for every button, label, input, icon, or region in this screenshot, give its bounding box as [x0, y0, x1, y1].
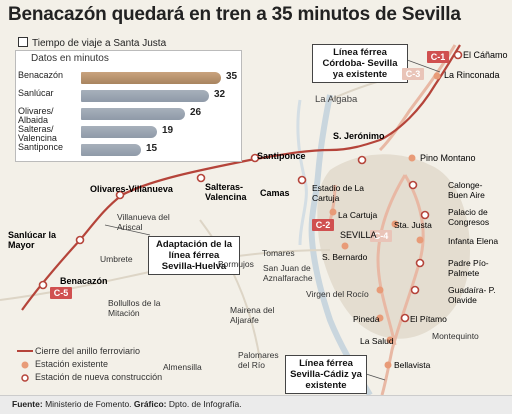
line-badge-c2: C-2: [312, 219, 334, 231]
place-estadio: Estadio de La Cartuja: [312, 183, 364, 203]
place-sta-justa: Sta. Justa: [394, 220, 432, 230]
place-almensilla: Almensilla: [163, 362, 202, 372]
place-padre-pio: Padre Pío- Palmete: [448, 258, 489, 278]
place-pino-montano: Pino Montano: [420, 153, 476, 163]
page-title: Benacazón quedará en tren a 35 minutos de Sevilla: [8, 4, 461, 25]
travel-time-label: Tiempo de viaje a Santa Justa: [32, 38, 167, 49]
place-umbrete: Umbrete: [100, 254, 133, 264]
station-virgen: [377, 287, 384, 294]
travel-time-row-label: Sanlúcar: [18, 88, 54, 98]
graphic-text: Dpto. de Infografía.: [168, 399, 242, 409]
place-olivares: Olivares-Villanueva: [90, 184, 173, 194]
place-la-algaba: La Algaba: [315, 94, 358, 105]
travel-time-minutes: 26: [190, 107, 202, 118]
existing-station-icon: [17, 361, 33, 369]
travel-time-row: [16, 87, 241, 105]
travel-time-panel: [15, 50, 242, 162]
legend-existing-label: Estación existente: [35, 359, 109, 369]
travel-time-heading: [18, 37, 166, 49]
travel-time-row-label: Salteras/ Valencina: [18, 124, 57, 143]
legend-new: [15, 371, 162, 384]
train-bar: [81, 90, 209, 102]
line-badge-c3: C-3: [402, 68, 424, 80]
station-el-canamo: [455, 52, 462, 59]
station-la-rinconada: [434, 73, 441, 80]
credits-footer: [0, 395, 512, 414]
travel-time-minutes: 19: [162, 125, 174, 136]
travel-time-row: [16, 105, 241, 123]
place-tomares: Tomares: [262, 248, 295, 258]
train-bar: [81, 72, 221, 84]
travel-time-minutes: 32: [214, 89, 226, 100]
train-bar: [81, 126, 157, 138]
place-virgen: Virgen del Rocío: [306, 289, 369, 299]
station-la-cartuja: [330, 209, 337, 216]
line-badge-c4: C-4: [370, 230, 392, 242]
station-estadio: [299, 177, 306, 184]
station-el-pitamo: [402, 315, 409, 322]
station-infanta: [417, 237, 424, 244]
place-sevilla: SEVILLA: [340, 230, 377, 240]
station-calonge: [410, 182, 417, 189]
legend-new-label: Estación de nueva construcción: [35, 372, 163, 382]
ring-line-icon: [17, 348, 33, 354]
station-s-jeronimo: [359, 157, 366, 164]
station-s-bernardo: [342, 243, 349, 250]
place-montequinto: Montequinto: [432, 331, 479, 341]
place-la-salud: La Salud: [360, 336, 394, 346]
travel-time-minutes: 35: [226, 71, 238, 82]
place-bormujos: Bormujos: [218, 259, 254, 269]
callout-huelva-line: Adaptación de la línea férrea Sevilla-Huelva: [148, 236, 240, 275]
map-legend: [15, 345, 162, 384]
units-label: Datos en minutos: [31, 53, 109, 64]
train-bar: [81, 144, 141, 156]
callout-cadiz-line: Línea férrea Sevilla-Cádiz ya existente: [285, 355, 367, 394]
place-palacio: Palacio de Congresos: [448, 207, 490, 227]
place-salteras: Salteras- Valencina: [205, 182, 247, 202]
place-el-canamo: El Cáñamo: [463, 50, 508, 60]
travel-time-row: [16, 123, 241, 141]
place-la-cartuja: La Cartuja: [338, 210, 378, 220]
place-la-rinconada: La Rinconada: [444, 70, 500, 80]
place-infanta: Infanta Elena: [448, 236, 499, 246]
station-benacazon: [40, 282, 47, 289]
source-label: Fuente:: [12, 399, 43, 409]
station-sanlucar: [77, 237, 84, 244]
travel-time-row-label: Olivares/ Albaida: [18, 106, 54, 125]
place-s-jeronimo: S. Jerónimo: [333, 131, 385, 141]
train-bar: [81, 108, 185, 120]
station-pino-montano: [409, 155, 416, 162]
place-s-bernardo: S. Bernardo: [322, 252, 368, 262]
station-padre-pio: [417, 260, 424, 267]
place-calonge: Calonge- Buen Aire: [448, 180, 485, 200]
graphic-label: Gráfico:: [133, 399, 167, 409]
place-bollullos: Bollullos de la Mitación: [108, 298, 161, 318]
legend-existing: [15, 358, 162, 371]
travel-time-row-label: Santiponce: [18, 142, 64, 152]
legend-ring: [15, 345, 162, 358]
place-san-juan: San Juan de Aznalfarache: [263, 263, 313, 283]
legend-ring-label: Cierre del anillo ferroviario: [35, 346, 141, 356]
place-benacazon: Benacazón: [60, 276, 108, 286]
checkbox-icon: [18, 37, 28, 47]
place-guadaira: Guadaíra- P. Olavide: [448, 285, 496, 305]
station-palacio: [422, 212, 429, 219]
place-camas: Camas: [260, 188, 290, 198]
travel-time-row: [16, 141, 241, 159]
place-bellavista: Bellavista: [394, 360, 431, 370]
place-villanueva: Villanueva del Ariscal: [117, 212, 170, 232]
travel-time-row-label: Benacazón: [18, 70, 64, 80]
line-badge-c1: C-1: [427, 51, 449, 63]
place-pineda: Pineda: [353, 314, 380, 324]
source-text: Ministerio de Fomento.: [45, 399, 132, 409]
travel-time-minutes: 15: [146, 143, 158, 154]
travel-time-row: [16, 69, 241, 87]
callout-cordoba-line: Línea férrea Córdoba- Sevilla ya existente: [312, 44, 408, 83]
line-badge-c5: C-5: [50, 287, 72, 299]
station-bellavista: [385, 362, 392, 369]
place-palomares: Palomares del Río: [238, 350, 279, 370]
place-santiponce: Santiponce: [257, 151, 306, 161]
new-station-icon: [17, 374, 33, 382]
station-guadaira: [412, 287, 419, 294]
place-el-pitamo: El Pítamo: [410, 314, 447, 324]
place-sanlucar: Sanlúcar la Mayor: [8, 230, 57, 250]
place-mairena: Mairena del Aljarafe: [230, 305, 275, 325]
station-salteras: [198, 175, 205, 182]
